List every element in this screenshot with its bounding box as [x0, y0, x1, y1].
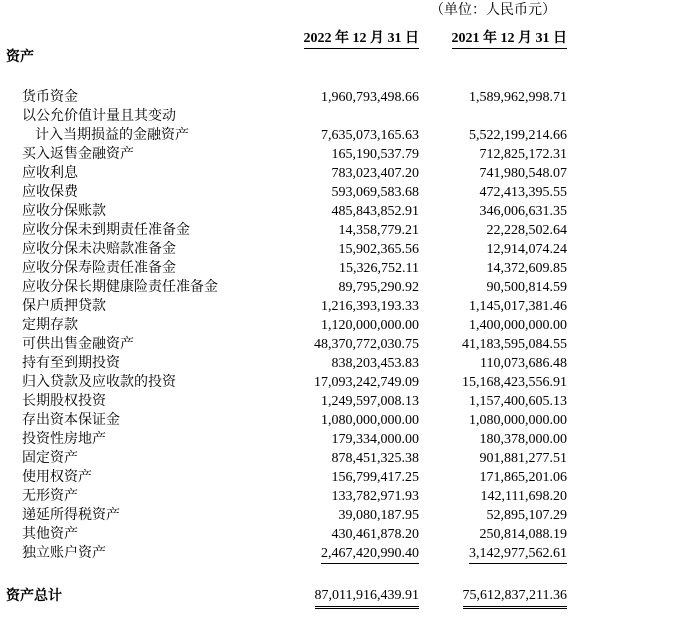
total-row: [0, 586, 700, 606]
value-2021: 346,006,631.35: [479, 204, 567, 219]
row-label: [22, 468, 92, 487]
value-2022: 485,843,852.91: [331, 204, 419, 219]
table-row: [0, 278, 700, 297]
row-label: [22, 373, 176, 392]
table-row: [0, 354, 700, 373]
table-row: [0, 316, 700, 335]
value-2022: 1,120,000,000.00: [321, 318, 419, 333]
table-row: [0, 164, 700, 183]
row-label-line: 保户质押贷款: [22, 298, 106, 314]
row-label: [22, 430, 106, 449]
table-row: [0, 506, 700, 525]
value-2022: 593,069,583.68: [331, 185, 419, 200]
value-2021: 90,500,814.59: [486, 280, 567, 295]
table-row: [0, 487, 700, 506]
value-2022: 48,370,772,030.75: [314, 337, 419, 352]
row-label: [22, 354, 120, 373]
table-row: [0, 449, 700, 468]
table-row: [0, 202, 700, 221]
table-row: [0, 525, 700, 544]
value-2021: 110,073,686.48: [480, 356, 567, 371]
value-2021: 52,895,107.29: [486, 508, 567, 523]
value-2022: 1,249,597,008.13: [321, 394, 419, 409]
row-label-line: 独立账户资产: [22, 545, 106, 561]
table-row: [0, 240, 700, 259]
value-2021: 1,400,000,000.00: [469, 318, 567, 333]
row-label: [22, 316, 78, 335]
row-label: [22, 278, 218, 297]
row-label: [22, 392, 106, 411]
column-header-2021: 2021 年 12 月 31 日: [452, 30, 568, 49]
row-label-line: 递延所得税资产: [22, 507, 120, 523]
table-row: [0, 411, 700, 430]
table-row: [0, 468, 700, 487]
value-2022: 179,334,000.00: [331, 432, 419, 447]
row-label-line: 应收分保寿险责任准备金: [22, 260, 176, 276]
row-label: [22, 259, 176, 278]
value-2022: 878,451,325.38: [331, 451, 419, 466]
section-title-assets: 资产: [6, 49, 34, 65]
row-label-line: 买入返售金融资产: [22, 146, 134, 162]
value-2022: 14,358,779.21: [338, 223, 419, 238]
row-label: [22, 335, 134, 354]
row-label-line: 应收分保未决赔款准备金: [22, 241, 176, 257]
row-label-line: 应收保费: [22, 184, 78, 200]
row-label-line: 可供出售金融资产: [22, 336, 134, 352]
value-2022: 1,960,793,498.66: [321, 90, 419, 105]
row-label-line-2: 计入当期损益的金融资产: [35, 127, 189, 143]
row-label: [22, 164, 78, 183]
row-label: [22, 145, 134, 164]
table-row: [0, 183, 700, 202]
row-label: [22, 525, 78, 544]
row-label: [22, 221, 190, 240]
row-label: [22, 202, 106, 221]
row-label-line: 应收利息: [22, 165, 78, 181]
value-2021: 741,980,548.07: [479, 166, 567, 181]
row-label: [22, 411, 120, 430]
row-label-line: 无形资产: [22, 488, 78, 504]
table-row: [0, 145, 700, 164]
value-2022: 39,080,187.95: [338, 508, 419, 523]
value-2022: 133,782,971.93: [331, 489, 419, 504]
value-2022: 783,023,407.20: [331, 166, 419, 181]
value-2021: 472,413,395.55: [479, 185, 567, 200]
value-2022: 17,093,242,749.09: [314, 375, 419, 390]
row-label-line: 归入贷款及应收款的投资: [22, 374, 176, 390]
table-row: [0, 88, 700, 107]
table-row: [0, 335, 700, 354]
table-row: [0, 107, 700, 145]
value-2021: 12,914,074.24: [486, 242, 567, 257]
table-row: [0, 430, 700, 449]
table-row: [0, 373, 700, 392]
row-label: [22, 449, 78, 468]
value-2022: 165,190,537.79: [331, 147, 419, 162]
total-label: 资产总计: [6, 588, 62, 604]
unit-note: （单位：人民币元）: [430, 2, 556, 18]
value-2022: 7,635,073,165.63: [321, 128, 419, 143]
row-label-line: 使用权资产: [22, 469, 92, 485]
value-2021: 712,825,172.31: [479, 147, 567, 162]
row-label-line: 以公允价值计量且其变动: [22, 108, 176, 124]
value-2021: 1,157,400,605.13: [469, 394, 567, 409]
value-2022: 838,203,453.83: [331, 356, 419, 371]
row-label-line: 存出资本保证金: [22, 412, 120, 428]
row-label-line: 固定资产: [22, 450, 78, 466]
value-2022: 1,216,393,193.33: [321, 299, 419, 314]
row-label-line: 长期股权投资: [22, 393, 106, 409]
total-value-2022: 87,011,916,439.91: [315, 586, 419, 609]
value-2022: 2,467,420,990.40: [321, 544, 419, 564]
table-row: [0, 297, 700, 316]
table-row: [0, 221, 700, 240]
value-2021: 171,865,201.06: [479, 470, 567, 485]
value-2021: 901,881,277.51: [479, 451, 567, 466]
table-row: [0, 392, 700, 411]
value-2022: 89,795,290.92: [338, 280, 419, 295]
value-2021: 250,814,088.19: [479, 527, 567, 542]
row-label: [22, 506, 120, 525]
row-label: [22, 88, 78, 107]
value-2021: 1,080,000,000.00: [469, 413, 567, 428]
value-2021: 14,372,609.85: [486, 261, 567, 276]
row-label-line: 定期存款: [22, 317, 78, 333]
row-label-line: 其他资产: [22, 526, 78, 542]
value-2022: 430,461,878.20: [331, 527, 419, 542]
row-label-line: 投资性房地产: [22, 431, 106, 447]
row-label: [22, 107, 189, 145]
row-label: [22, 240, 176, 259]
value-2021: 1,589,962,998.71: [469, 90, 567, 105]
value-2022: 15,326,752.11: [339, 261, 419, 276]
value-2021: 142,111,698.20: [480, 489, 567, 504]
row-label: [22, 183, 78, 202]
column-header-2022: 2022 年 12 月 31 日: [304, 30, 420, 49]
row-label: [22, 487, 78, 506]
row-label-line: 应收分保账款: [22, 203, 106, 219]
value-2021: 41,183,595,084.55: [462, 337, 567, 352]
row-label-line: 应收分保长期健康险责任准备金: [22, 279, 218, 295]
row-label-line: 货币资金: [22, 89, 78, 105]
value-2021: 1,145,017,381.46: [469, 299, 567, 314]
value-2022: 15,902,365.56: [338, 242, 419, 257]
value-2021: 15,168,423,556.91: [462, 375, 567, 390]
value-2022: 156,799,417.25: [331, 470, 419, 485]
row-label: [22, 544, 106, 563]
value-2021: 5,522,199,214.66: [469, 128, 567, 143]
value-2021: 3,142,977,562.61: [469, 544, 567, 564]
row-label-line: 持有至到期投资: [22, 355, 120, 371]
value-2021: 180,378,000.00: [479, 432, 567, 447]
total-value-2021: 75,612,837,211.36: [463, 586, 567, 609]
table-row: [0, 544, 700, 563]
row-label-line: 应收分保未到期责任准备金: [22, 222, 190, 238]
value-2021: 22,228,502.64: [486, 223, 567, 238]
table-row: [0, 259, 700, 278]
row-label: [22, 297, 106, 316]
value-2022: 1,080,000,000.00: [321, 413, 419, 428]
asset-rows: [0, 88, 700, 563]
